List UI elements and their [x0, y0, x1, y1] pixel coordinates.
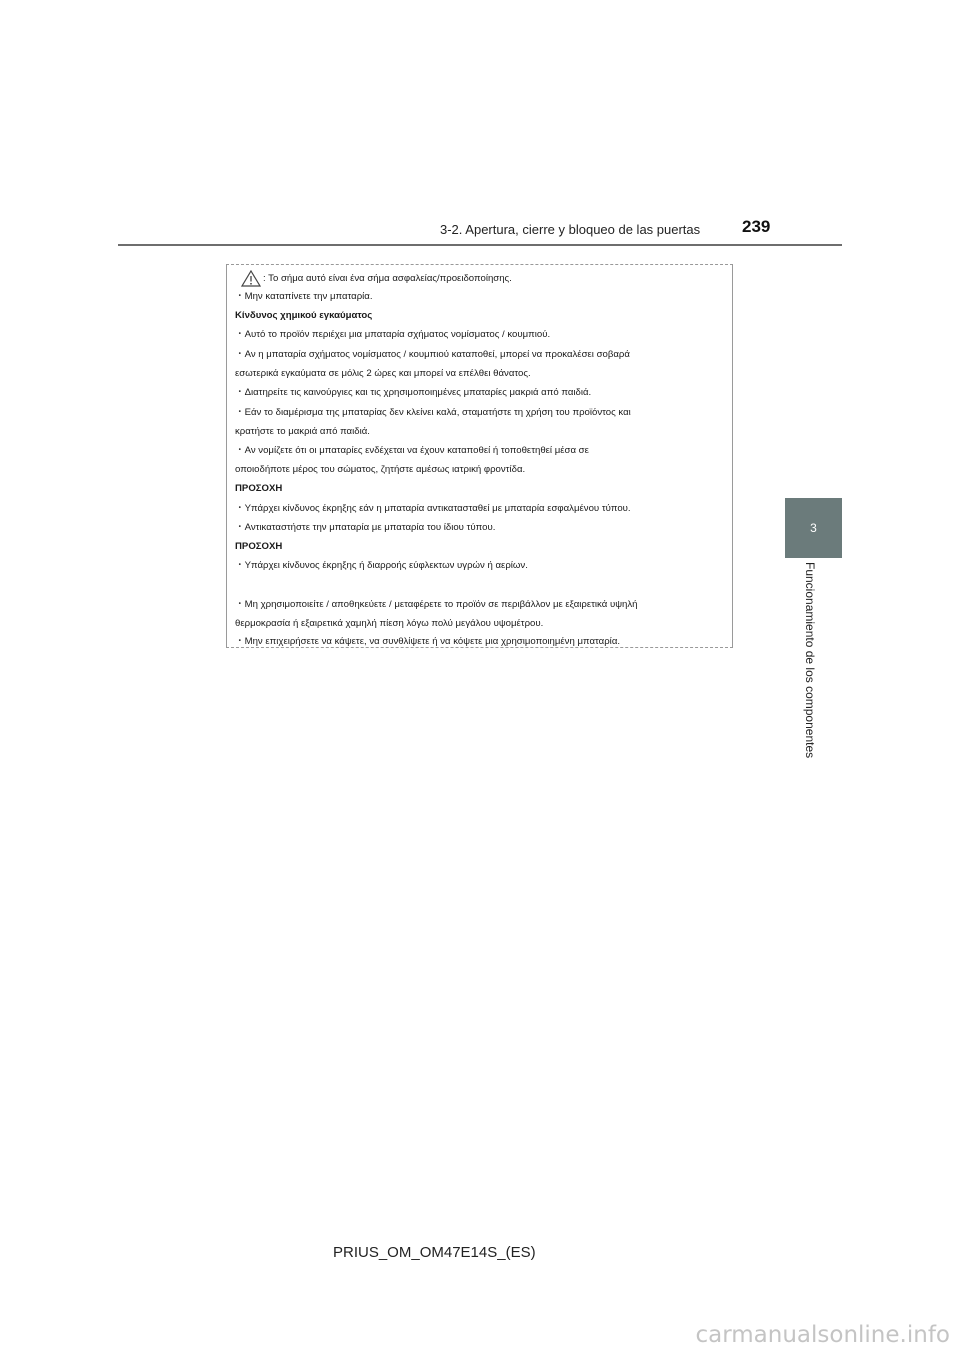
warning-line: ・Υπάρχει κίνδυνος έκρηξης εάν η μπαταρία αντικατασταθεί με μπαταρία εσφαλμένου τύπου.	[235, 503, 631, 514]
page-number: 239	[742, 217, 771, 236]
warning-heading	[235, 270, 512, 287]
warning-line: οποιοδήποτε μέρος του σώματος, ζητήστε αμέσως ιατρική φροντίδα.	[235, 464, 526, 475]
caution-heading: ΠΡΟΣΟΧΗ	[235, 541, 283, 552]
warning-line: ・Διατηρείτε τις καινούργιες και τις χρησιμοποιημένες μπαταρίες μακριά από παιδιά.	[235, 387, 592, 398]
caution-heading: ΠΡΟΣΟΧΗ	[235, 483, 283, 494]
watermark: carmanualsonline.info	[695, 1322, 950, 1348]
warning-line: κρατήστε το μακριά από παιδιά.	[235, 426, 370, 437]
section-title: 3-2. Apertura, cierre y bloqueo de las puertas	[440, 222, 701, 237]
chapter-label: Funcionamiento de los componentes	[803, 562, 817, 759]
document-code: PRIUS_OM_OM47E14S_(ES)	[333, 1244, 536, 1261]
warning-triangle-icon	[241, 270, 261, 287]
warning-line: ・Αν νομίζετε ότι οι μπαταρίες ενδέχεται να έχουν καταποθεί ή τοποθετηθεί μέσα σε	[235, 445, 589, 456]
warning-line: ・Υπάρχει κίνδυνος έκρηξης ή διαρροής εύφλεκτων υγρών ή αερίων.	[235, 560, 528, 571]
header-divider	[118, 244, 842, 246]
warning-line: θερμοκρασία ή εξαιρετικά χαμηλή πίεση λόγω πολύ μεγάλου υψομέτρου.	[235, 618, 544, 629]
warning-subheading: Κίνδυνος χημικού εγκαύματος	[235, 310, 373, 321]
warning-line: ・Αυτό το προϊόν περιέχει μια μπαταρία σχήματος νομίσματος / κουμπιού.	[235, 329, 551, 340]
warning-line: ・Αν η μπαταρία σχήματος νομίσματος / κουμπιού καταποθεί, μπορεί να προκαλέσει σοβαρά	[235, 349, 630, 360]
warning-line: ・Μην καταπίνετε την μπαταρία.	[235, 291, 373, 302]
warning-heading-text: : Το σήμα αυτό είναι ένα σήμα ασφαλείας/προειδοποίησης.	[263, 272, 512, 284]
warning-line: ・Εάν το διαμέρισμα της μπαταρίας δεν κλείνει καλά, σταματήστε τη χρήση του προϊόντος και	[235, 407, 631, 418]
warning-line: ・Μη χρησιμοποιείτε / αποθηκεύετε / μεταφέρετε το προϊόν σε περιβάλλον με εξαιρετικά υψηλή	[235, 599, 638, 610]
warning-line: ・Αντικαταστήστε την μπαταρία με μπαταρία του ίδιου τύπου.	[235, 522, 496, 533]
warning-line: εσωτερικά εγκαύματα σε μόλις 2 ώρες και μπορεί να επέλθει θάνατος.	[235, 368, 531, 379]
warning-box	[226, 264, 733, 648]
chapter-tab: 3	[785, 498, 842, 558]
warning-line: ・Μην επιχειρήσετε να κάψετε, να συνθλίψετε ή να κόψετε μια χρησιμοποιημένη μπαταρία.	[235, 636, 621, 647]
